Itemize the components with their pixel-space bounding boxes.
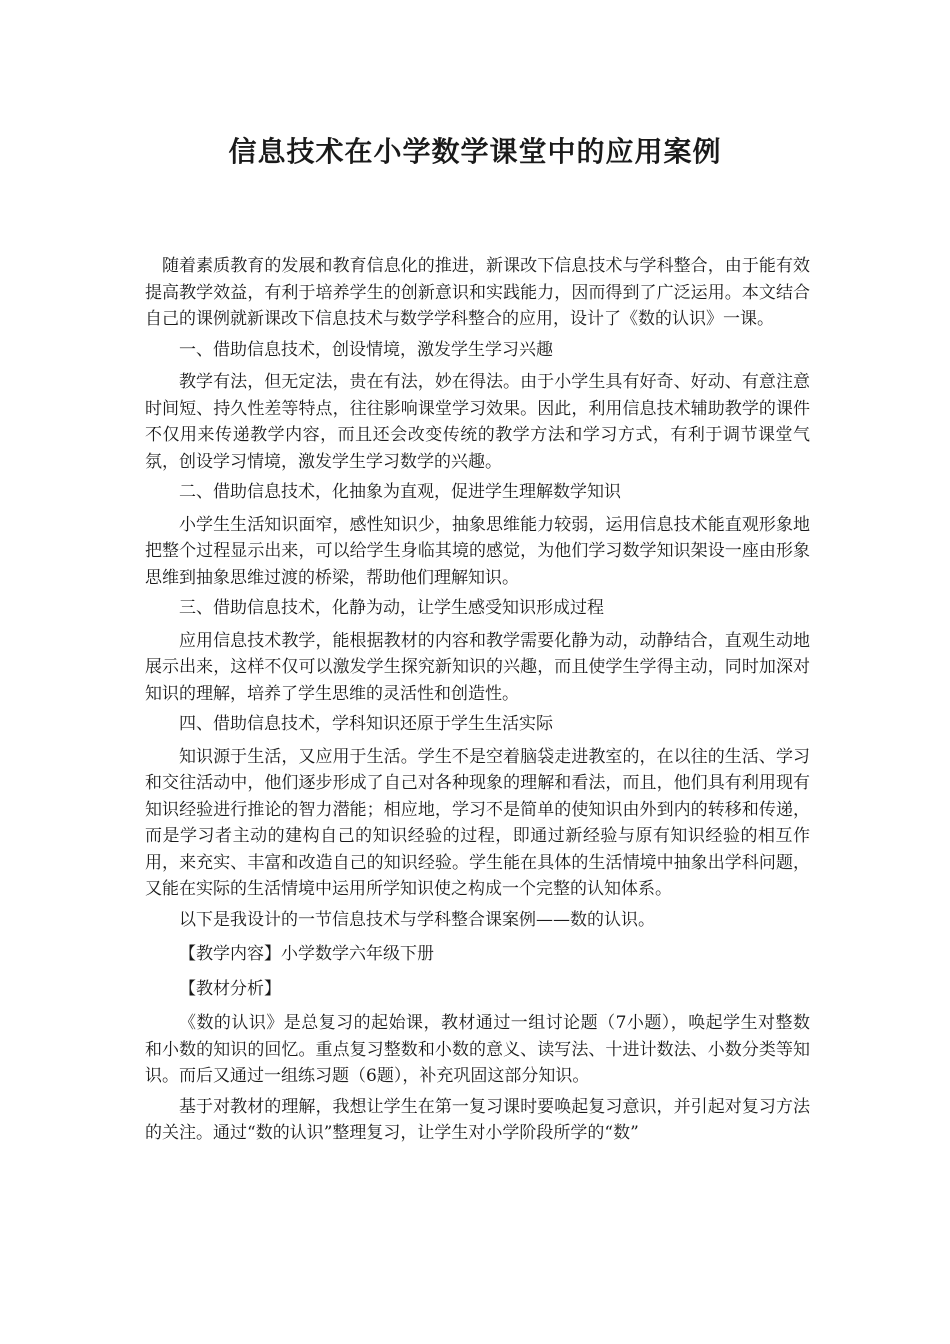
section-paragraph-4: 知识源于生活，又应用于生活。学生不是空着脑袋走进教室的，在以往的生活、学习和交往活动中，他们逐步形成了自己对各种现象的理解和看法，而且，他们具有利用现有知识经验进行推论的智力潜能；相应地，学习不是简单的使知识由外到内的转移和传递，而是学习者主动的建构自己的知识经验的过程，即通过新经验与原有知识经验的相互作用，来充实、丰富和改造自己的知识经验。学生能在具体的生活情境中抽象出学科问题，又能在实际的生活情境中运用所学知识使之构成一个完整的认知体系。 [145, 746, 810, 899]
case-intro-line: 以下是我设计的一节信息技术与学科整合课案例——数的认识。 [179, 909, 655, 930]
section-heading-2: 二、借助信息技术，化抽象为直观，促进学生理解数学知识 [179, 482, 621, 502]
section-paragraph-3: 应用信息技术教学，能根据教材的内容和教学需要化静为动，动静结合，直观生动地展示出来，这样不仅可以激发学生探究新知识的兴趣，而且使学生学得主动，同时加深对知识的理解，培养了学生思维的灵活性和创造性。 [145, 630, 810, 704]
material-analysis-paragraph-2: 基于对教材的理解，我想让学生在第一复习课时要唤起复习意识，并引起对复习方法的关注。通过“数的认识”整理复习，让学生对小学阶段所学的“数” [145, 1096, 810, 1143]
document-title: 信息技术在小学数学课堂中的应用案例 [228, 135, 722, 168]
material-analysis-heading: 【教材分析】 [179, 978, 281, 999]
document-body [145, 253, 810, 1151]
section-heading-1: 一、借助信息技术，创设情境，激发学生学习兴趣 [179, 339, 553, 360]
intro-paragraph: 随着素质教育的发展和教育信息化的推进，新课改下信息技术与学科整合，由于能有效提高教学效益，有利于培养学生的创新意识和实践能力，因而得到了广泛运用。本文结合自己的课例就新课改下信息技术与数学学科整合的应用，设计了《数的认识》一课。 [145, 256, 810, 329]
section-heading-3: 三、借助信息技术，化静为动，让学生感受知识形成过程 [179, 598, 604, 618]
section-paragraph-2: 小学生生活知识面窄，感性知识少，抽象思维能力较弱，运用信息技术能直观形象地把整个过程显示出来，可以给学生身临其境的感觉，为他们学习数学知识架设一座由形象思维到抽象思维过渡的桥梁，帮助他们理解知识。 [145, 514, 810, 588]
teaching-content-line: 【教学内容】小学数学六年级下册 [179, 944, 434, 964]
section-paragraph-1: 教学有法，但无定法，贵在有法，妙在得法。由于小学生具有好奇、好动、有意注意时间短、持久性差等特点，往往影响课堂学习效果。因此，利用信息技术辅助教学的课件不仅用来传递教学内容，而且还会改变传统的教学方法和学习方式，有利于调节课堂气氛，创设学习情境，激发学生学习数学的兴趣。 [145, 372, 810, 472]
material-analysis-paragraph-1: 《数的认识》是总复习的起始课，教材通过一组讨论题（7小题），唤起学生对整数和小数的知识的回忆。重点复习整数和小数的意义、读写法、十进计数法、小数分类等知识。而后又通过一组练习题（6题），补充巩固这部分知识。 [145, 1013, 810, 1086]
section-heading-4: 四、借助信息技术，学科知识还原于学生生活实际 [179, 714, 553, 734]
